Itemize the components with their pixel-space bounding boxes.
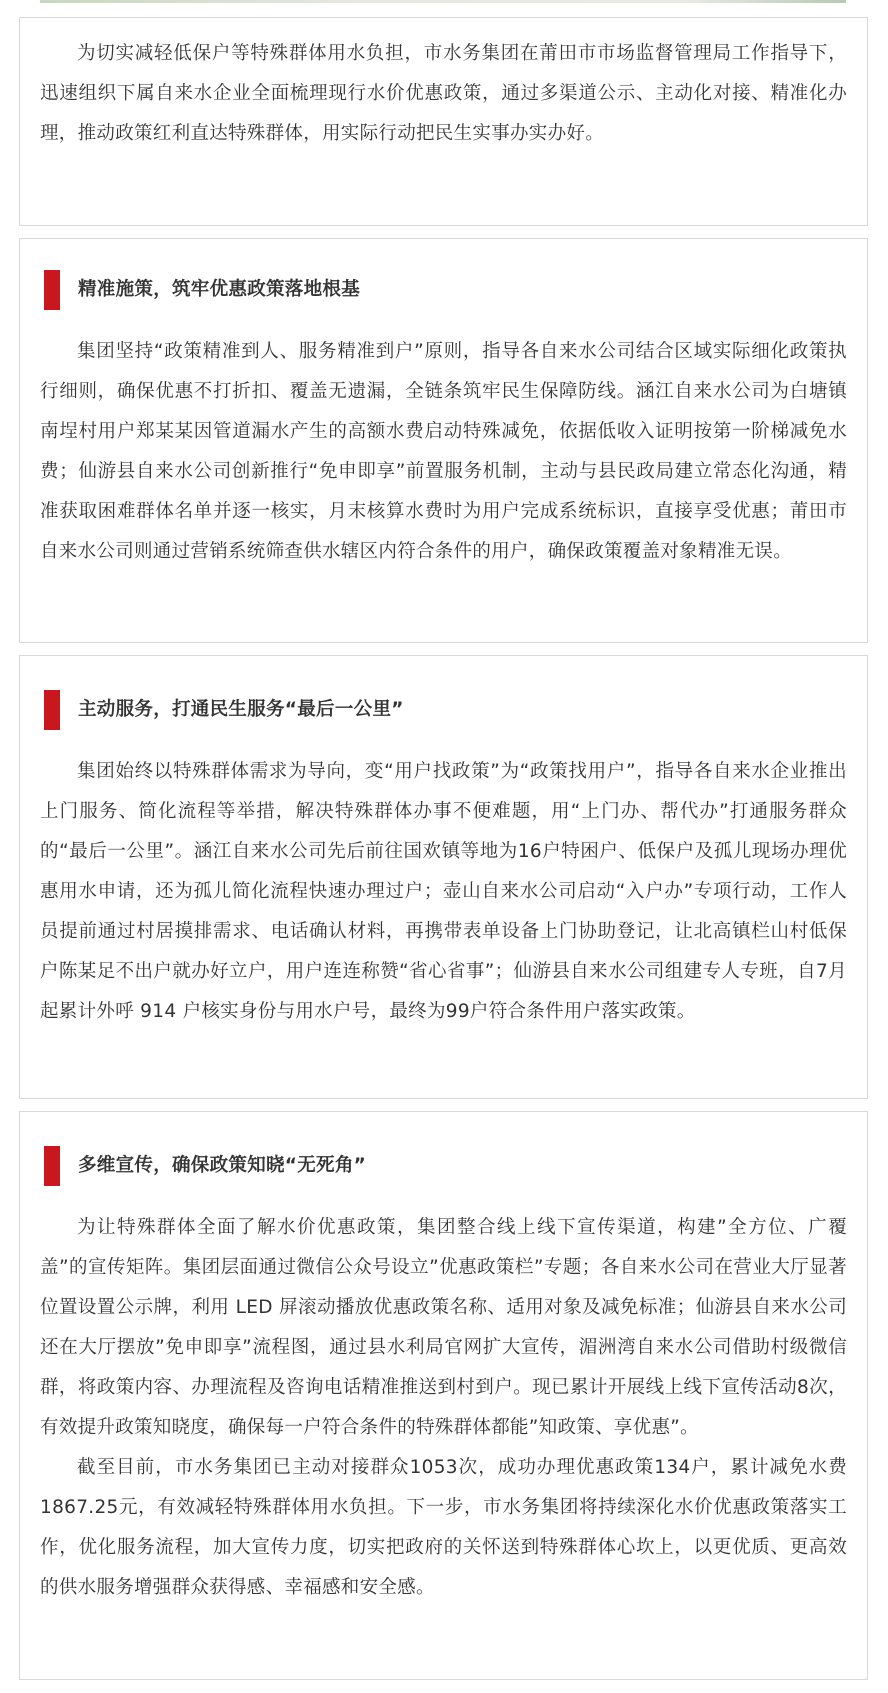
section-heading-2 <box>20 690 867 730</box>
section-2-paragraph-1: 集团始终以特殊群体需求为导向，变“用户找政策”为“政策找用户”，指导各自来水企业推出上门服务、简化流程等举措，解决特殊群体办事不便难题，用“上门办、帮代办”打通服务群众的“最后一公里”。涵江自来水公司先后前往国欢镇等地为16户特困户、低保户及孤儿现场办理优惠用水申请，还为孤儿简化流程快速办理过户；壶山自来水公司启动“入户办”专项行动，工作人员提前通过村居摸排需求、电话确认材料，再携带表单设备上门协助登记，让北高镇栏山村低保户陈某足不出户就办好立户，用户连连称赞“省心省事”；仙游县自来水公司组建专人专班，自7月起累计外呼 914 户核实身份与用水户号，最终为99户符合条件用户落实政策。 <box>40 761 847 1022</box>
intro-card <box>19 17 868 226</box>
section-3-paragraph-1: 为让特殊群体全面了解水价优惠政策，集团整合线上线下宣传渠道，构建”全方位、广覆盖”的宣传矩阵。集团层面通过微信公众号设立”优惠政策栏”专题；各自来水公司在营业大厅显著位置设置公示牌，利用 LED 屏滚动播放优惠政策名称、适用对象及减免标准；仙游县自来水公司还在大厅摆放”免申即享”流程图，通过县水利局官网扩大宣传，湄洲湾自来水公司借助村级微信群，将政策内容、办理流程及咨询电话精准推送到村到户。现已累计开展线上线下宣传活动8次，有效提升政策知晓度，确保每一户符合条件的特殊群体都能”知政策、享优惠”。 <box>40 1217 847 1438</box>
section-1-paragraph-1: 集团坚持“政策精准到人、服务精准到户”原则，指导各自来水公司结合区域实际细化政策执行细则，确保优惠不打折扣、覆盖无遗漏，全链条筑牢民生保障防线。涵江自来水公司为白塘镇南埕村用户郑某某因管道漏水产生的高额水费启动特殊减免，依据低收入证明按第一阶梯减免水费；仙游县自来水公司创新推行“免申即享”前置服务机制，主动与县民政局建立常态化沟通，精准获取困难群体名单并逐一核实，月末核算水费时为用户完成系统标识，直接享受优惠；莆田市自来水公司则通过营销系统筛查供水辖区内符合条件的用户，确保政策覆盖对象精准无误。 <box>40 341 847 562</box>
heading-accent-bar <box>44 1146 60 1186</box>
section-title-2: 主动服务，打通民生服务“最后一公里” <box>78 699 404 720</box>
section-card-2 <box>19 655 868 1099</box>
section-card-1 <box>19 238 868 643</box>
section-3-paragraph-2: 截至目前，市水务集团已主动对接群众1053次，成功办理优惠政策134户，累计减免水费1867.25元，有效减轻特殊群体用水负担。下一步，市水务集团将持续深化水价优惠政策落实工作，优化服务流程，加大宣传力度，切实把政府的关怀送到特殊群体心坎上，以更优质、更高效的供水服务增强群众获得感、幸福感和安全感。 <box>40 1457 847 1598</box>
section-card-3 <box>19 1111 868 1680</box>
top-image-edge <box>40 0 846 3</box>
section-heading-1 <box>20 270 867 310</box>
intro-paragraph: 为切实减轻低保户等特殊群体用水负担，市水务集团在莆田市市场监督管理局工作指导下，迅速组织下属自来水企业全面梳理现行水价优惠政策，通过多渠道公示、主动化对接、精准化办理，推动政策红利直达特殊群体，用实际行动把民生实事办实办好。 <box>40 43 847 144</box>
section-heading-3 <box>20 1146 867 1186</box>
heading-accent-bar <box>44 270 60 310</box>
section-title-1: 精准施策，筑牢优惠政策落地根基 <box>78 279 361 300</box>
heading-accent-bar <box>44 690 60 730</box>
section-title-3: 多维宣传，确保政策知晓“无死角” <box>78 1155 367 1176</box>
